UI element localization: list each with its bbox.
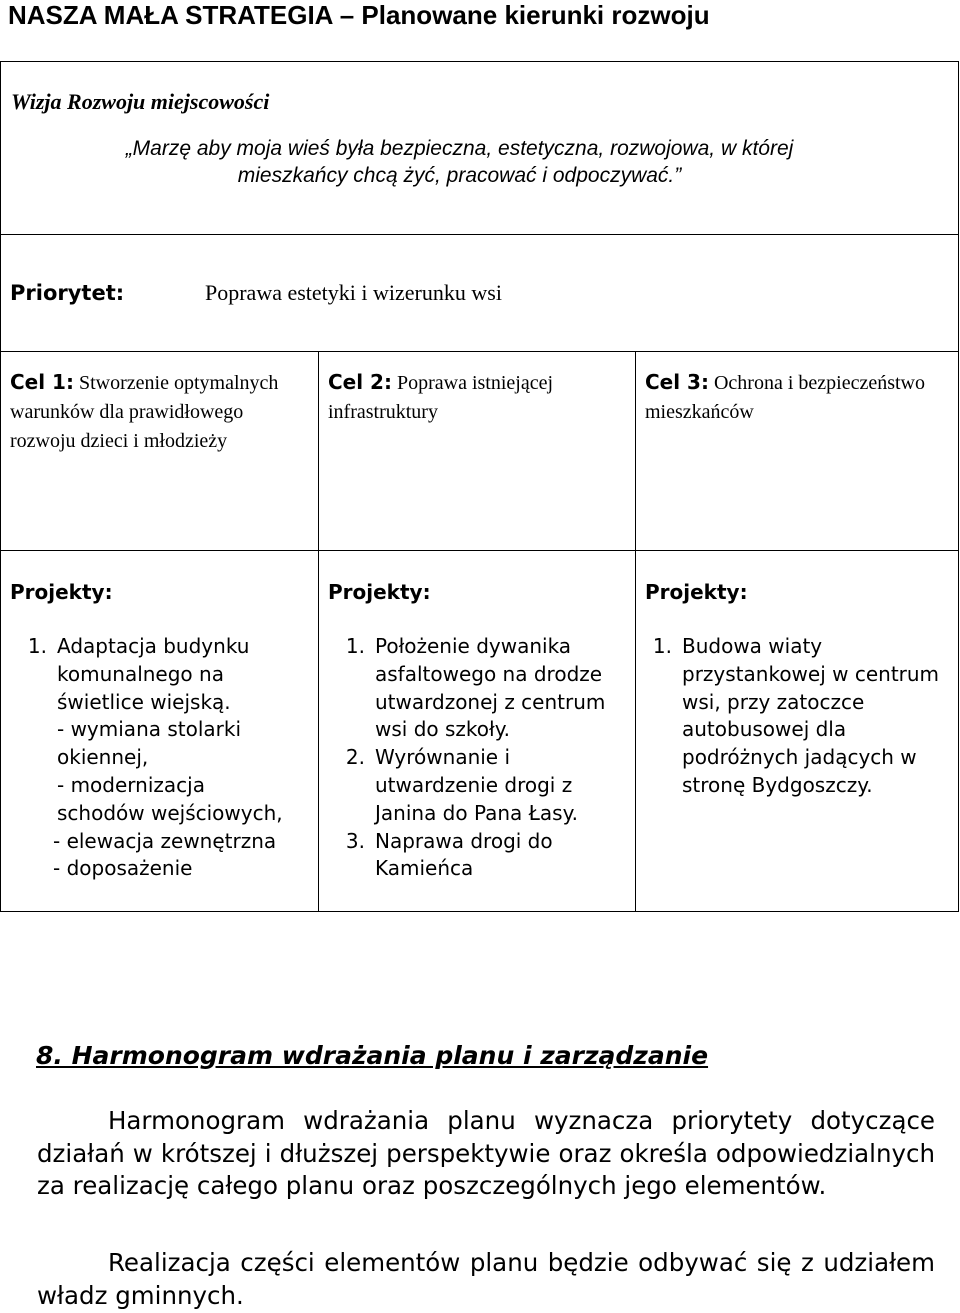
goal-value: Poprawa istniejącej infrastruktury: [328, 372, 554, 423]
list-item: [328, 744, 629, 827]
projects-list-1: [10, 633, 312, 883]
projects-list-3: [645, 633, 952, 800]
list-item-text: Naprawa drogi do Kamieńca: [375, 828, 553, 881]
list-item-text: Adaptacja budynku komunalnego na świetlice wiejską.: [57, 634, 250, 714]
sub-item: - wymiana stolarki: [57, 717, 242, 742]
list-item-text: Położenie dywanika asfaltowego na drodze utwardzonej z centrum wsi do szkoły.: [375, 634, 606, 742]
goal-label: Cel 3:: [645, 370, 709, 394]
vision-quote-line-1: „Marzę aby moja wieś była bezpieczna, estetyczna, rozwojowa, w której: [125, 137, 794, 160]
projects-cell-2: [319, 551, 636, 912]
section-heading: 8. Harmonogram wdrażania planu i zarządzanie: [36, 1041, 709, 1070]
strategy-table: [0, 61, 959, 912]
sub-item: - modernizacja: [57, 772, 205, 797]
list-item: [645, 633, 952, 800]
priority-cell: [1, 235, 959, 352]
list-item-number: 1.: [27, 634, 47, 658]
goal-value: Ochrona i bezpieczeństwo mieszkańców: [645, 372, 925, 423]
list-item: [10, 633, 312, 716]
list-item-number: 1.: [345, 634, 365, 658]
paragraph-1-text: Harmonogram wdrażania planu wyznacza priorytety dotyczące działań w krótszej i dłuższej perspektywie oraz określa odpowiedzialnych za realizację całego planu oraz poszczególnych jego elementów.: [37, 1106, 935, 1200]
projects-heading: Projekty:: [10, 580, 113, 604]
sub-item: - doposażenie: [53, 856, 193, 881]
goal-value: Stworzenie optymalnych warunków dla prawidłowego rozwoju dzieci i młodzieży: [10, 372, 279, 452]
list-item: [328, 828, 629, 884]
goal-cell-3: [636, 352, 959, 551]
paragraph-2-text: Realizacja części elementów planu będzie odbywać się z udziałem władz gminnych.: [37, 1248, 935, 1310]
projects-heading: Projekty:: [645, 580, 748, 604]
goal-cell-1: [1, 352, 319, 551]
vision-quote: [1, 135, 918, 189]
sub-item: - elewacja zewnętrzna: [53, 828, 277, 853]
projects-cell-1: [1, 551, 319, 912]
list-item-number: 3.: [345, 828, 365, 853]
list-item-number: 1.: [652, 634, 672, 658]
projects-cell-3: [636, 551, 959, 912]
sub-item: schodów wejściowych,: [57, 800, 283, 825]
goal-label: Cel 1:: [10, 370, 74, 394]
vision-quote-line-2: mieszkańcy chcą żyć, pracować i odpoczywać.”: [237, 164, 682, 187]
list-item-text: Budowa wiaty przystankowej w centrum wsi, przy zatoczce autobusowej dla podróżnych jadących w stronę Bydgoszczy.: [682, 634, 940, 797]
vision-heading: Wizja Rozwoju miejscowości: [11, 89, 270, 114]
list-item: [328, 633, 629, 744]
list-item-text: Wyrównanie i utwardzenie drogi z Janina do Pana Łasy.: [375, 745, 578, 825]
goal-cell-2: [319, 352, 636, 551]
list-item-number: 2.: [345, 745, 365, 770]
sub-item: okiennej,: [57, 745, 149, 770]
priority-label: Priorytet:: [10, 281, 125, 305]
paragraph-2: [37, 1247, 935, 1312]
vision-cell: [1, 62, 959, 235]
projects-list-2: [328, 633, 629, 883]
document-title: NASZA MAŁA STRATEGIA – Planowane kierunki rozwoju: [8, 0, 710, 30]
priority-value: Poprawa estetyki i wizerunku wsi: [205, 280, 502, 305]
projects-heading: Projekty:: [328, 580, 431, 604]
goal-label: Cel 2:: [328, 370, 392, 394]
paragraph-1: [37, 1105, 935, 1203]
